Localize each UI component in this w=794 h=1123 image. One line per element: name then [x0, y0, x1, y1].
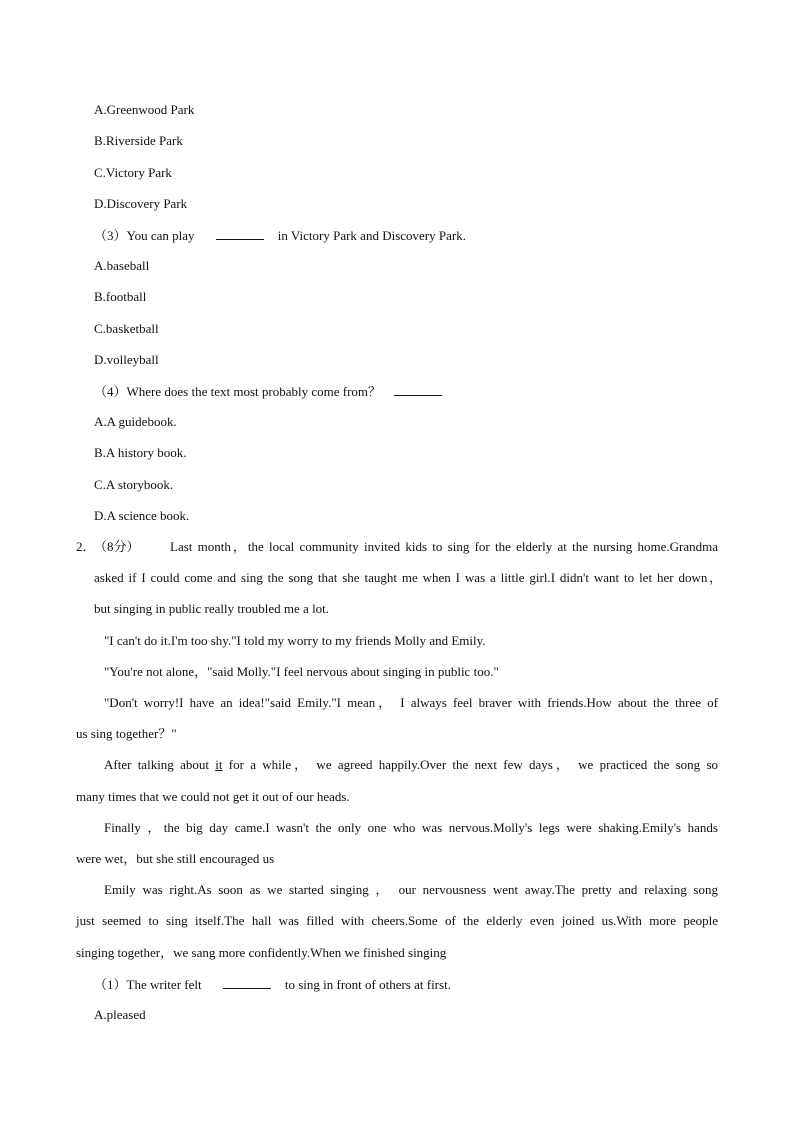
option-a: A.pleased	[94, 1007, 146, 1022]
passage-line: "Don't worry!I have an idea!"said Emily."I mean， I always feel braver with friends.How about the three of	[104, 695, 718, 710]
subquestion-4	[94, 383, 442, 400]
option-c: C.basketball	[94, 321, 159, 336]
passage-line: Emily was right.As soon as we started singing ， our nervousness went away.The pretty and relaxing song	[104, 882, 718, 897]
option-d: D.Discovery Park	[94, 196, 188, 211]
question-points: （8分）	[94, 539, 140, 554]
question-text: to sing in front of others at first.	[284, 977, 451, 992]
passage-line: Finally ，the big day came.I wasn't the only one who was nervous.Molly's legs were shaking.Emily's hands	[104, 820, 718, 835]
answer-blank[interactable]	[223, 976, 271, 989]
passage-line: were wet，but she still encouraged us	[76, 851, 275, 866]
option-d: D.volleyball	[94, 352, 159, 367]
passage-line: "You're not alone，"said Molly."I feel nervous about singing in public too."	[104, 664, 499, 679]
answer-blank[interactable]	[216, 227, 264, 240]
passage-line: just seemed to sing itself.The hall was filled with cheers.Some of the elderly even joined us.With more people	[76, 913, 718, 928]
passage-line: singing together，we sang more confidently.When we finished singing	[76, 945, 447, 960]
passage-line: "I can't do it.I'm too shy."I told my worry to my friends Molly and Emily.	[104, 633, 486, 648]
passage-text: for a while， we agreed happily.Over the next few days， we practiced the song so	[228, 757, 719, 772]
option-a: A.Greenwood Park	[94, 102, 195, 117]
passage-line: many times that we could not get it out of our heads.	[76, 789, 350, 804]
option-d: D.A science book.	[94, 508, 190, 523]
passage-line: Last month，the local community invited kids to sing for the elderly at the nursing home.Grandma	[170, 539, 718, 554]
question-text: The writer felt	[126, 977, 202, 992]
option-a: A.baseball	[94, 258, 150, 273]
passage-text: After talking about	[104, 757, 209, 772]
question-text: You can play	[126, 228, 195, 243]
question-text: Where does the text most probably come from？	[126, 384, 382, 399]
subquestion-number: （3）	[94, 228, 127, 243]
option-b: B.Riverside Park	[94, 133, 183, 148]
option-c: C.Victory Park	[94, 165, 172, 180]
passage-line	[104, 757, 718, 773]
passage-line: asked if I could come and sing the song that she taught me when I was a little girl.I didn't want to let her down，	[94, 570, 722, 585]
option-b: B.A history book.	[94, 445, 187, 460]
subquestion-3	[94, 227, 466, 244]
subquestion-number: （1）	[94, 977, 127, 992]
subquestion-number: （4）	[94, 384, 127, 399]
subquestion-1	[94, 976, 451, 993]
option-b: B.football	[94, 289, 147, 304]
option-c: C.A storybook.	[94, 477, 174, 492]
passage-line: us sing together？"	[76, 726, 177, 741]
option-a: A.A guidebook.	[94, 414, 177, 429]
question-text: in Victory Park and Discovery Park.	[277, 228, 466, 243]
underlined-word: it	[215, 757, 223, 772]
answer-blank[interactable]	[394, 383, 442, 396]
passage-line: but singing in public really troubled me a lot.	[94, 601, 330, 616]
question-number: 2．	[76, 539, 96, 554]
